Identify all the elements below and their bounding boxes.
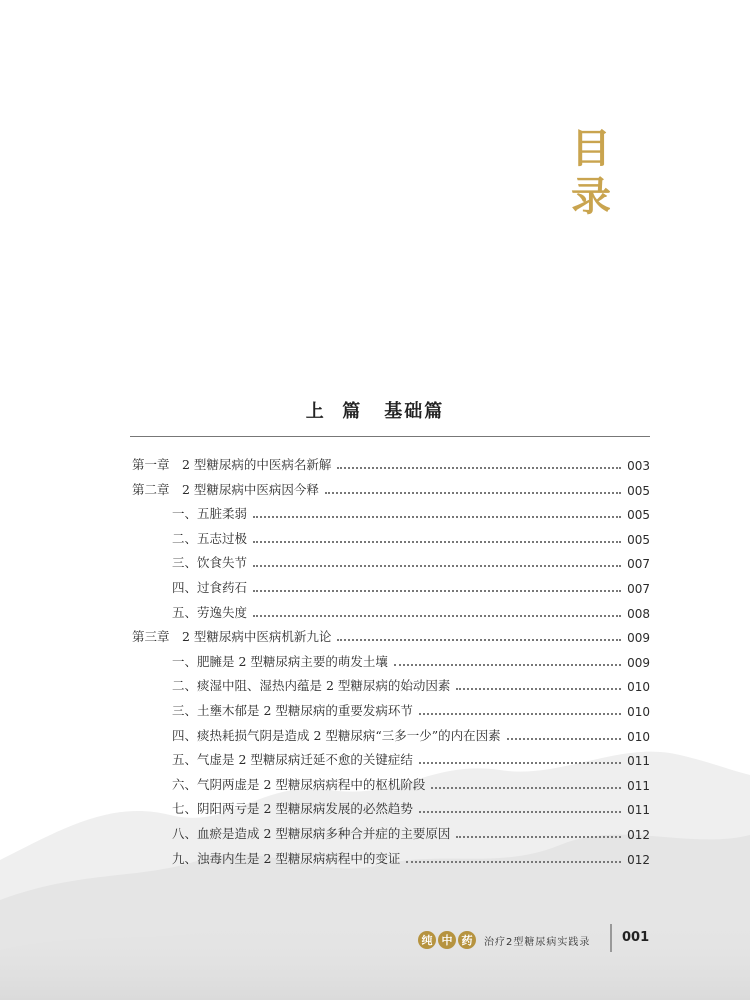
dot-leader [253,590,621,592]
toc-section-row[interactable] [172,695,650,719]
toc-entry-page: 011 [627,754,650,769]
toc-entry-page: 011 [627,778,650,793]
toc-entry-page: 005 [627,508,650,523]
toc-entry-page: 003 [627,459,650,473]
book-subtitle: 治疗2型糖尿病实践录 [484,936,591,948]
toc-entry-page: 005 [627,483,650,498]
toc-entry-title: 八、血瘀是造成 2 型糖尿病多种合并症的主要原因 [172,826,451,841]
toc-chapter-row[interactable] [132,449,650,473]
toc-entry-page: 007 [627,557,650,572]
toc-entry-page: 012 [627,828,650,842]
toc-entry-title: 七、阴阳两亏是 2 型糖尿病发展的必然趋势 [172,801,413,817]
dot-leader [337,639,621,641]
dot-leader [431,787,621,789]
footer-divider [610,924,612,952]
dot-leader [253,565,621,567]
toc-entry-title: 二、痰湿中阻、湿热内蕴是 2 型糖尿病的始动因素 [172,678,451,694]
toc-section-row[interactable] [172,843,650,867]
dot-leader [419,713,621,715]
toc-entry-title: 四、过食药石 [172,580,248,595]
footer-series-mark [418,928,590,952]
toc-section-row[interactable] [172,818,650,842]
toc-section-row[interactable] [172,523,650,547]
toc-section-row[interactable] [172,646,650,670]
part-title [0,397,750,423]
dot-leader [325,492,621,494]
toc-entry-title: 三、土壅木郁是 2 型糖尿病的重要发病环节 [172,703,413,718]
dot-leader [456,688,621,690]
toc-entry-page: 008 [627,606,650,621]
contents-heading [566,125,616,221]
toc-entry-page: 010 [627,729,650,744]
toc-entry-title: 四、痰热耗损气阴是造成 2 型糖尿病“三多一少”的内在因素 [172,727,501,743]
toc-entry-page: 010 [627,680,650,695]
toc-entry-page: 009 [627,631,650,646]
heading-char: 录 [571,174,611,220]
toc-section-row[interactable] [172,769,650,793]
toc-chapter-row[interactable] [132,474,650,498]
dot-leader [253,615,621,617]
heading-char: 目 [571,126,611,172]
toc-entry-page: 005 [627,532,650,547]
toc-section-row[interactable] [172,744,650,768]
dot-leader [507,738,621,740]
toc-entry-title: 第二章 2 型糖尿病中医病因今释 [132,481,319,497]
toc-entry-title: 五、劳逸失度 [172,604,248,620]
dot-leader [456,836,621,838]
toc-entry-title: 一、五脏柔弱 [172,506,248,522]
toc-entry-page: 009 [627,655,650,670]
dot-leader [406,861,621,863]
toc-section-row[interactable] [172,720,650,744]
dot-leader [253,516,621,518]
dot-leader [419,811,621,813]
toc-entry-title: 一、肥臃是 2 型糖尿病主要的萌发土壤 [172,653,388,669]
toc-section-row[interactable] [172,498,650,522]
toc-entry-title: 五、气虚是 2 型糖尿病迁延不愈的关键症结 [172,752,413,768]
toc-entry-page: 011 [627,803,650,818]
toc-entry-title: 第一章 2 型糖尿病的中医病名新解 [132,457,332,472]
page-number: 001 [622,930,650,945]
toc-section-row[interactable] [172,547,650,571]
toc-entry-title: 第三章 2 型糖尿病中医病机新九论 [132,629,332,645]
toc-entry-page: 010 [627,705,650,719]
toc-section-row[interactable] [172,793,650,817]
badge-char: 药 [458,931,476,949]
toc-entry-page: 012 [627,852,650,867]
toc-chapter-row[interactable] [132,621,650,645]
toc-entry-title: 二、五志过极 [172,530,248,546]
dot-leader [419,762,621,764]
part-name: 基础篇 [384,401,445,422]
dot-leader [394,664,621,666]
toc-section-row[interactable] [172,572,650,596]
toc-section-row[interactable] [172,597,650,621]
dot-leader [337,467,621,469]
badge-char: 中 [438,931,456,949]
toc-section-row[interactable] [172,670,650,694]
divider [130,436,650,437]
toc-entry-title: 三、饮食失节 [172,555,248,571]
toc-entry-page: 007 [627,582,650,596]
toc-entry-title: 九、浊毒内生是 2 型糖尿病病程中的变证 [172,850,401,866]
badge-char: 纯 [418,931,436,949]
toc-entry-title: 六、气阴两虚是 2 型糖尿病病程中的枢机阶段 [172,776,426,792]
dot-leader [253,541,621,543]
part-label: 上 篇 [305,401,363,422]
